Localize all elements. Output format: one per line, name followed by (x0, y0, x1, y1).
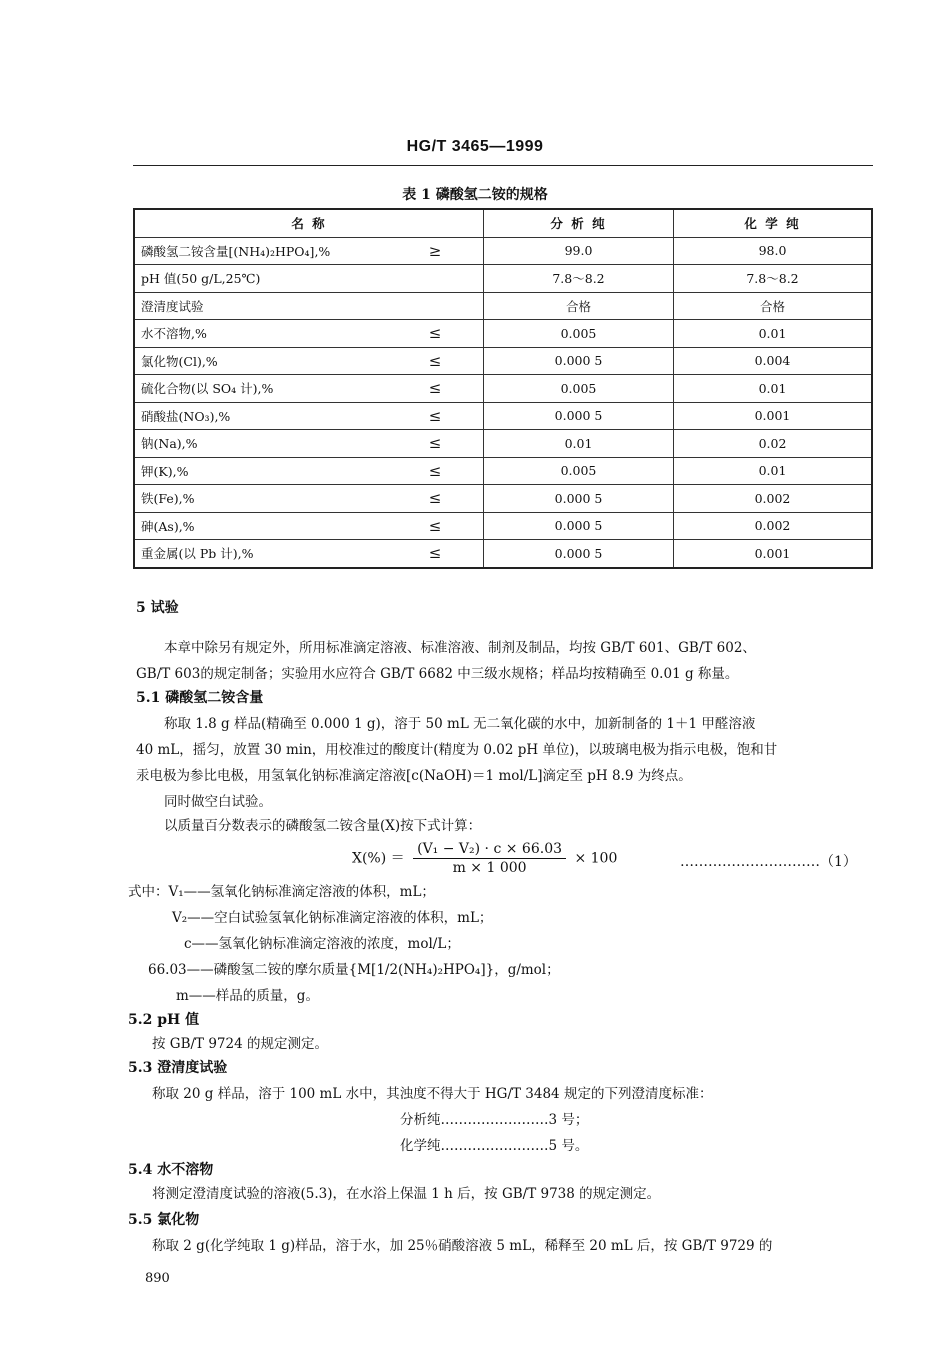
s53-cp-standard: 化学纯……………………5 号。 (400, 1138, 589, 1154)
where-line-3: c——氢氧化钠标准滴定溶液的浓度，mol/L； (184, 936, 460, 952)
section-5-4-heading: 5.4 水不溶物 (128, 1162, 214, 1178)
where-line-1: 式中：V₁——氢氧化钠标准滴定溶液的体积，mL； (128, 884, 435, 900)
row-cp-value: 0.01 (674, 457, 873, 485)
table-row (134, 292, 872, 320)
row-relation: ≤ (387, 375, 484, 403)
row-relation: ≤ (387, 512, 484, 540)
row-name: 澄清度试验 (134, 292, 387, 320)
where-line-4: 66.03——磷酸氢二铵的摩尔质量{M[1/2(NH₄)₂HPO₄]}，g/mol； (148, 962, 560, 978)
row-name: 铁(Fe),% (134, 485, 387, 513)
row-cp-value: 0.002 (674, 512, 873, 540)
spec-table (133, 208, 873, 569)
row-cp-value: 0.001 (674, 540, 873, 568)
formula-lhs: X(%) ＝ (352, 850, 405, 867)
row-cp-value: 合格 (674, 292, 873, 320)
table-row (134, 512, 872, 540)
table-row (134, 320, 872, 348)
row-cp-value: 0.002 (674, 485, 873, 513)
page-number: 890 (145, 1271, 170, 1286)
row-relation: ≤ (387, 540, 484, 568)
row-relation: ≥ (387, 237, 484, 265)
s53-ar-standard: 分析纯……………………3 号； (400, 1112, 589, 1128)
row-ar-value: 0.000 5 (484, 402, 674, 430)
row-ar-value: 0.000 5 (484, 512, 674, 540)
table-row (134, 485, 872, 513)
row-ar-value: 0.01 (484, 430, 674, 458)
table-row (134, 457, 872, 485)
section-5-heading: 5 试验 (136, 600, 179, 616)
row-relation: ≤ (387, 320, 484, 348)
row-ar-value: 7.8～8.2 (484, 265, 674, 293)
row-name: 重金属(以 Pb 计),% (134, 540, 387, 568)
table-row (134, 430, 872, 458)
row-ar-value: 0.005 (484, 320, 674, 348)
row-cp-value: 7.8～8.2 (674, 265, 873, 293)
row-name: pH 值(50 g/L,25℃) (134, 265, 387, 293)
table-caption: 表 1 磷酸氢二铵的规格 (402, 187, 548, 203)
section-5-5-heading: 5.5 氯化物 (128, 1212, 200, 1228)
row-name: 钠(Na),% (134, 430, 387, 458)
s51-line-4: 同时做空白试验。 (164, 794, 272, 810)
row-relation: ≤ (387, 430, 484, 458)
row-ar-value: 0.000 5 (484, 347, 674, 375)
formula-rhs: × 100 (574, 850, 618, 867)
row-cp-value: 0.02 (674, 430, 873, 458)
row-cp-value: 0.01 (674, 375, 873, 403)
formula-denominator: m × 1 000 (452, 860, 527, 876)
row-ar-value: 0.000 5 (484, 540, 674, 568)
row-cp-value: 0.01 (674, 320, 873, 348)
standard-code-header: HG/T 3465—1999 (406, 138, 544, 155)
table-row (134, 375, 872, 403)
col-header-cp: 化 学 纯 (674, 209, 873, 237)
row-cp-value: 0.001 (674, 402, 873, 430)
s55-line-1: 称取 2 g(化学纯取 1 g)样品，溶于水，加 25％硝酸溶液 5 mL，稀释至 20 mL 后，按 GB/T 9729 的 (152, 1238, 773, 1254)
header-rule (133, 165, 873, 166)
content-formula (352, 840, 617, 877)
row-ar-value: 99.0 (484, 237, 674, 265)
intro-line-2: GB/T 603的规定制备；实验用水应符合 GB/T 6682 中三级水规格；样品均按精确至 0.01 g 称量。 (136, 666, 739, 682)
section-5-1-heading: 5.1 磷酸氢二铵含量 (136, 690, 264, 706)
row-ar-value: 0.005 (484, 457, 674, 485)
s51-line-1: 称取 1.8 g 样品(精确至 0.000 1 g)，溶于 50 mL 无二氧化碳的水中，加新制备的 1＋1 甲醛溶液 (164, 716, 756, 732)
table-row (134, 402, 872, 430)
row-ar-value: 合格 (484, 292, 674, 320)
table-header-row (134, 209, 872, 237)
table-row (134, 540, 872, 568)
s53-line-1: 称取 20 g 样品，溶于 100 mL 水中，其浊度不得大于 HG/T 3484 规定的下列澄清度标准： (152, 1086, 713, 1102)
row-ar-value: 0.000 5 (484, 485, 674, 513)
row-name: 水不溶物,% (134, 320, 387, 348)
row-relation (387, 292, 484, 320)
row-cp-value: 0.004 (674, 347, 873, 375)
formula-number: …………………………（1） (680, 854, 857, 870)
row-relation: ≤ (387, 347, 484, 375)
row-name: 砷(As),% (134, 512, 387, 540)
s51-line-5: 以质量百分数表示的磷酸氢二铵含量(X)按下式计算： (164, 818, 482, 834)
row-ar-value: 0.005 (484, 375, 674, 403)
where-line-5: m——样品的质量，g。 (176, 988, 319, 1004)
row-cp-value: 98.0 (674, 237, 873, 265)
row-relation: ≤ (387, 457, 484, 485)
formula-numerator: (V₁ − V₂) · c × 66.03 (413, 840, 566, 859)
row-relation (387, 265, 484, 293)
row-name: 氯化物(Cl),% (134, 347, 387, 375)
row-name: 钾(K),% (134, 457, 387, 485)
formula-fraction (413, 840, 566, 877)
row-name: 磷酸氢二铵含量[(NH₄)₂HPO₄],% (134, 237, 387, 265)
row-relation: ≤ (387, 485, 484, 513)
table-row (134, 347, 872, 375)
row-name: 硝酸盐(NO₃),% (134, 402, 387, 430)
col-header-name: 名 称 (134, 209, 484, 237)
s51-line-2: 40 mL，摇匀，放置 30 min，用校准过的酸度计(精度为 0.02 pH 单位)，以玻璃电极为指示电极，饱和甘 (136, 742, 778, 758)
s54-line-1: 将测定澄清度试验的溶液(5.3)，在水浴上保温 1 h 后，按 GB/T 9738 的规定测定。 (152, 1186, 661, 1202)
table-row (134, 265, 872, 293)
row-relation: ≤ (387, 402, 484, 430)
intro-line-1: 本章中除另有规定外，所用标准滴定溶液、标准溶液、制剂及制品，均按 GB/T 601、GB/T 602、 (164, 640, 756, 656)
s51-line-3: 汞电极为参比电极，用氢氧化钠标准滴定溶液[c(NaOH)＝1 mol/L]滴定至 pH 8.9 为终点。 (136, 768, 692, 784)
section-5-2-heading: 5.2 pH 值 (128, 1012, 200, 1028)
col-header-ar: 分 析 纯 (484, 209, 674, 237)
s52-line-1: 按 GB/T 9724 的规定测定。 (152, 1036, 328, 1052)
section-5-3-heading: 5.3 澄清度试验 (128, 1060, 228, 1076)
row-name: 硫化合物(以 SO₄ 计),% (134, 375, 387, 403)
table-row (134, 237, 872, 265)
where-line-2: V₂——空白试验氢氧化钠标准滴定溶液的体积，mL； (172, 910, 493, 926)
